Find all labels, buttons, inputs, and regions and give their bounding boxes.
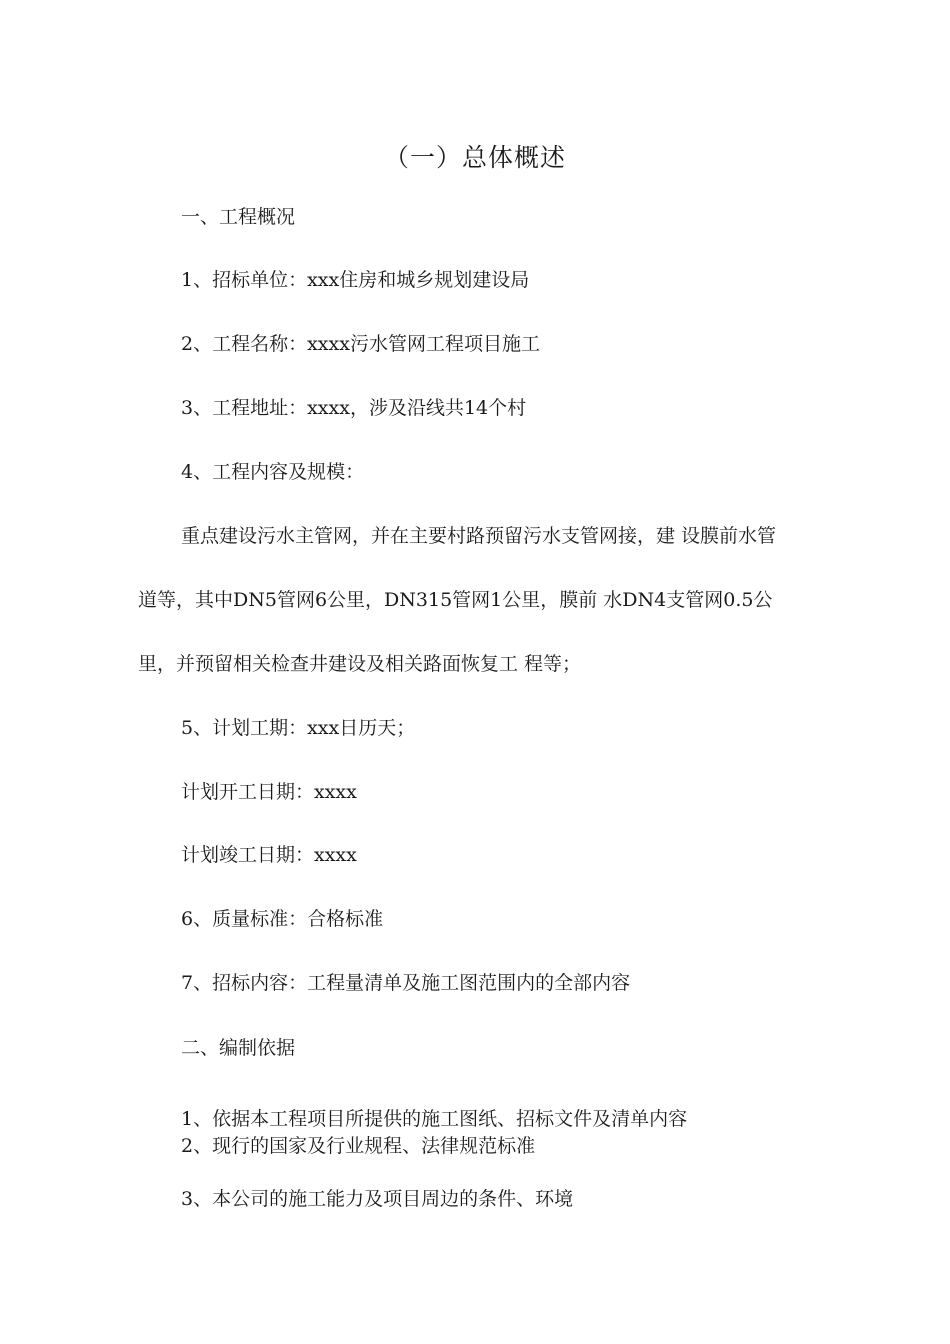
item-bidding-content: 7、招标内容：工程量清单及施工图范围内的全部内容 — [181, 972, 631, 994]
paragraph-line-1: 重点建设污水主管网，并在主要村路预留污水支管网接，建 设膜前水管 — [181, 525, 777, 547]
item-quality-standard: 6、质量标准：合格标准 — [181, 908, 384, 930]
basis-item-3: 3、本公司的施工能力及项目周边的条件、环境 — [181, 1188, 574, 1210]
planned-start-date: 计划开工日期：xxxx — [181, 781, 357, 803]
basis-item-2: 2、现行的国家及行业规程、法律规范标准 — [181, 1135, 536, 1157]
section-heading-overview: 一、工程概况 — [181, 206, 296, 228]
item-project-name: 2、工程名称：xxxx污水管网工程项目施工 — [181, 333, 540, 355]
basis-item-1: 1、依据本工程项目所提供的施工图纸、招标文件及清单内容 — [181, 1108, 688, 1130]
page-title: （一）总体概述 — [383, 143, 566, 172]
item-project-address: 3、工程地址：xxxx，涉及沿线共14个村 — [181, 397, 527, 419]
paragraph-line-3: 里，并预留相关检查井建设及相关路面恢复工 程等； — [138, 653, 582, 675]
item-bidding-unit: 1、招标单位：xxx住房和城乡规划建设局 — [181, 269, 530, 291]
planned-end-date: 计划竣工日期：xxxx — [181, 844, 357, 866]
paragraph-line-2: 道等，其中DN5管网6公里，DN315管网1公里，膜前 水DN4支管网0.5公 — [138, 589, 773, 611]
item-planned-duration: 5、计划工期：xxx日历天； — [181, 717, 416, 739]
section-heading-basis: 二、编制依据 — [181, 1037, 296, 1059]
item-project-scope: 4、工程内容及规模： — [181, 461, 365, 483]
